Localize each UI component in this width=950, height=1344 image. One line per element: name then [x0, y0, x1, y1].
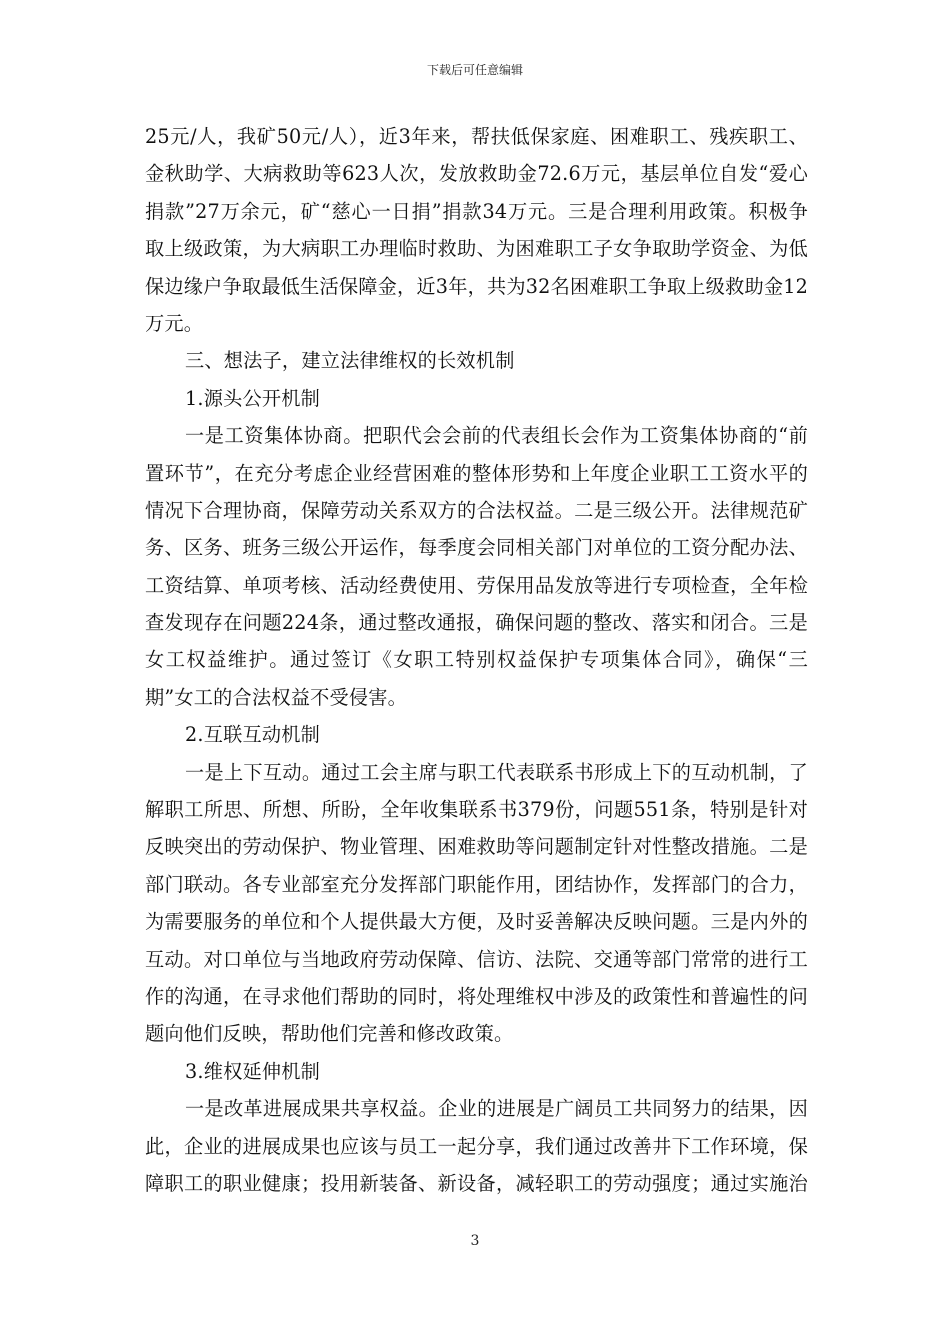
text-line: 题向他们反映，帮助他们完善和修改政策。: [145, 1022, 514, 1046]
text-line: 1.源头公开机制: [185, 386, 321, 410]
text-line: 一是工资集体协商。把职代会会前的代表组长会作为工资集体协商的“前: [185, 424, 808, 448]
text-line: 2.互联互动机制: [185, 723, 321, 747]
text-line: 务、区务、班务三级公开运作，每季度会同相关部门对单位的工资分配办法、: [145, 536, 808, 560]
text-line: 捐款”27万余元，矿“慈心一日捐”捐款34万元。三是合理利用政策。积极争: [145, 199, 808, 223]
text-line: 期”女工的合法权益不受侵害。: [145, 685, 408, 709]
text-line: 女工权益维护。通过签订《女职工特别权益保护专项集体合同》，确保“三: [145, 648, 808, 672]
text-line: 置环节”，在充分考虑企业经营困难的整体形势和上年度企业职工工资水平的: [145, 461, 808, 485]
text-line: 障职工的职业健康；投用新装备、新设备，减轻职工的劳动强度；通过实施治: [145, 1171, 808, 1195]
text-line: 25元/人，我矿50元/人），近3年来，帮扶低保家庭、困难职工、残疾职工、: [145, 125, 808, 148]
page-number: 3: [470, 1233, 480, 1249]
document-body: [145, 118, 808, 1202]
text-line: 反映突出的劳动保护、物业管理、困难救助等问题制定针对性整改措施。二是: [145, 835, 808, 859]
text-line: 一是改革进展成果共享权益。企业的进展是广阔员工共同努力的结果，因: [185, 1097, 808, 1121]
text-line: 此，企业的进展成果也应该与员工一起分享，我们通过改善井下工作环境，保: [145, 1134, 808, 1158]
text-line: 互动。对口单位与当地政府劳动保障、信访、法院、交通等部门常常的进行工: [145, 947, 808, 971]
text-line: 3.维权延伸机制: [185, 1059, 321, 1083]
text-line: 取上级政策，为大病职工办理临时救助、为困难职工子女争取助学资金、为低: [145, 237, 808, 261]
text-line: 查发现存在问题224条，通过整改通报，确保问题的整改、落实和闭合。三是: [145, 611, 808, 635]
text-line: 部门联动。各专业部室充分发挥部门职能作用，团结协作，发挥部门的合力，: [145, 872, 808, 896]
text-line: 保边缘户争取最低生活保障金，近3年，共为32名困难职工争取上级救助金12: [145, 274, 809, 298]
text-line: 工资结算、单项考核、活动经费使用、劳保用品发放等进行专项检查，全年检: [145, 573, 808, 597]
text-line: 金秋助学、大病救助等623人次，发放救助金72.6万元，基层单位自发“爱心: [145, 162, 808, 186]
text-line: 作的沟通，在寻求他们帮助的同时，将处理维权中涉及的政策性和普遍性的问: [145, 984, 808, 1008]
text-line: 三、想法子，建立法律维权的长效机制: [185, 349, 515, 373]
page-header: 下载后可任意编辑: [426, 63, 523, 77]
text-line: 为需要服务的单位和个人提供最大方便，及时妥善解决反映问题。三是内外的: [145, 910, 808, 934]
text-line: 一是上下互动。通过工会主席与职工代表联系书形成上下的互动机制，了: [185, 760, 808, 784]
text-line: 万元。: [145, 311, 204, 335]
text-line: 解职工所思、所想、所盼，全年收集联系书379份，问题551条，特别是针对: [145, 798, 808, 822]
text-line: 情况下合理协商，保障劳动关系双方的合法权益。二是三级公开。法律规范矿: [145, 498, 808, 522]
